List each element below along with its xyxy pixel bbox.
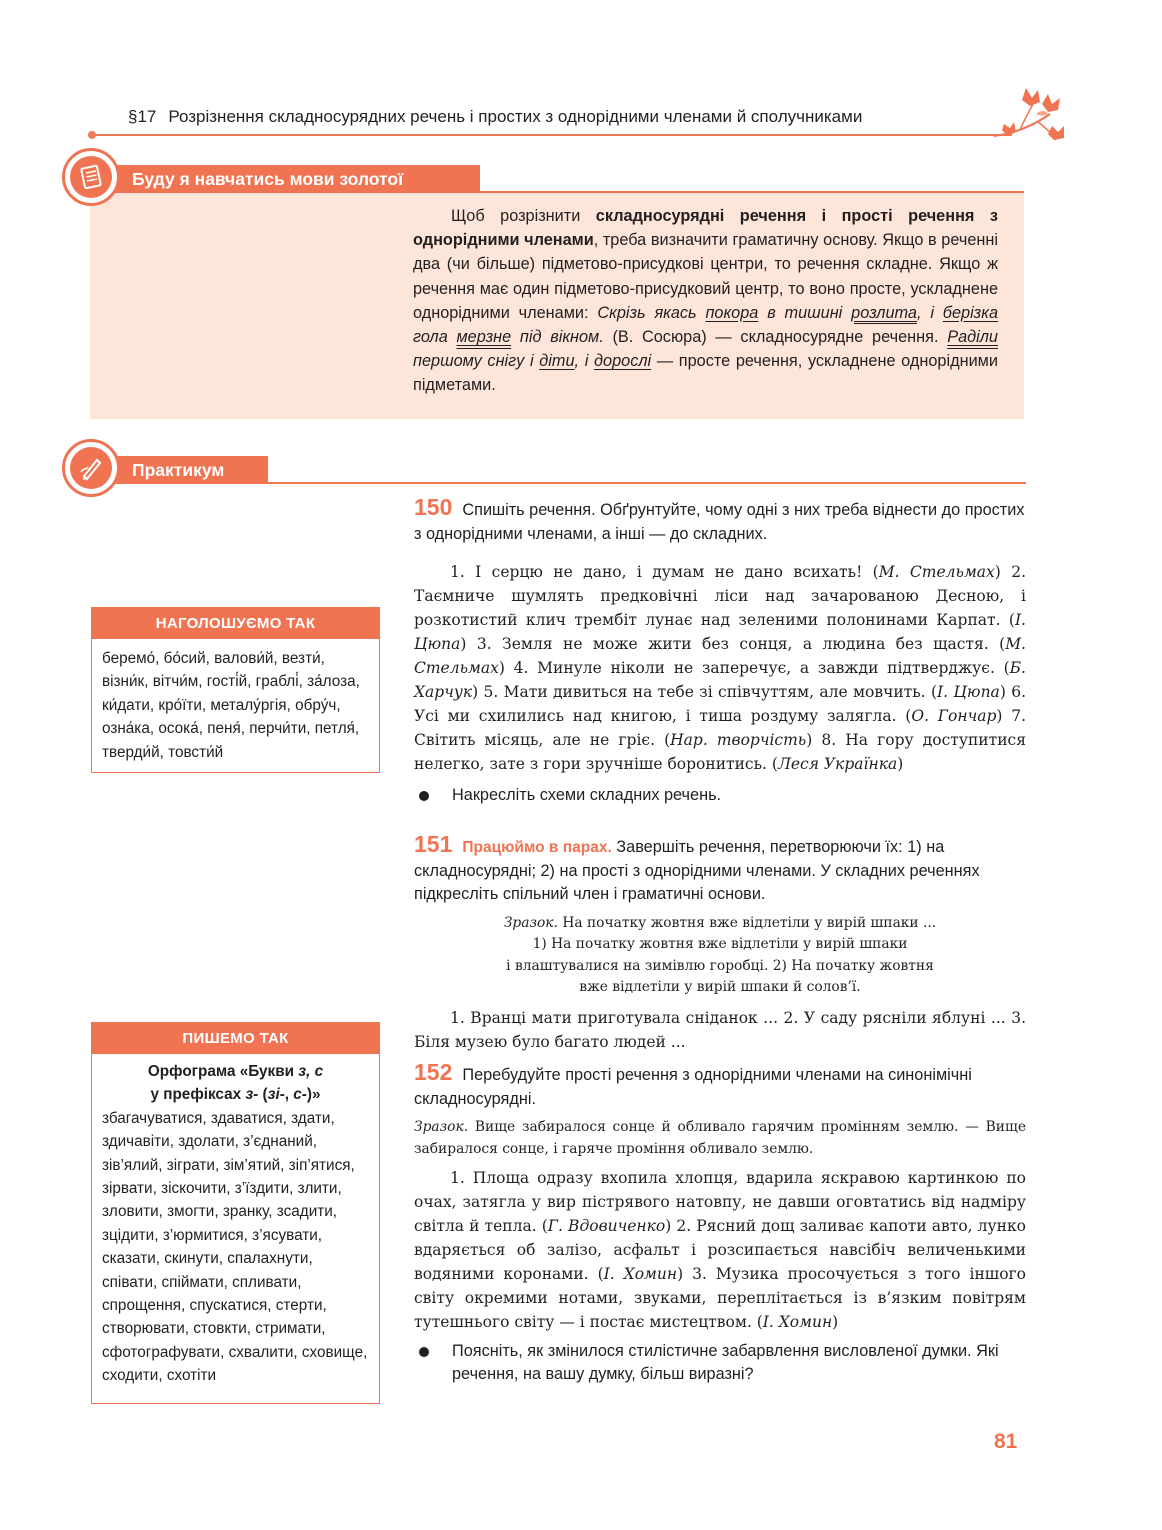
exercise-number: 150 [414, 494, 453, 520]
header-rule [92, 134, 1012, 136]
stress-box-title: НАГОЛОШУЄМО ТАК [92, 608, 379, 639]
exercise-151 [414, 833, 1026, 1054]
section-title: Розрізнення складносурядних речень і простих з однорідними членами й сполучниками [168, 107, 863, 126]
example-sentence-2: Раділи першому снігу і діти, і дорослі [413, 328, 998, 371]
spelling-box-body [92, 1054, 379, 1396]
exercise-152-sample: Зразок. Вище забиралося сонце й обливало гарячим промінням землю. — Вище забиралося сонце, і гаряче проміння обливало землю. [414, 1119, 1026, 1157]
exercise-151-sentences: 1. Вранці мати приготувала сніданок ... 2. У саду рясніли яблуні ... 3. Біля музею було багато людей ... [414, 1008, 1026, 1051]
spelling-rule-title: Орфограма «Букви з, с у префіксах з- (зі-, с-)» [147, 1063, 324, 1104]
practicum-banner-rule [268, 482, 1026, 484]
theory-explanation: , треба визначити граматичну основу. Якщо в реченні два (чи більше) підметово-присудкові центри, то речення складне. Якщо ж речення має один підметово-присудковий центр, то воно просте, ускладнене однорідними членами: [413, 231, 998, 322]
exercise-150-bullet: Накресліть схеми складних речень. [414, 784, 1026, 807]
stress-box-words: беремо́, бо́сий, валови́й, везти́, візни́к, вітчи́м, гості́й, граблі́, за́лоза, ки́дати, кро́їти, металу́ргія, обру́ч, озна́ка, осока́, пеня́, перчи́ти, петля́, тверди́й, товсти́й [102, 650, 360, 761]
exercise-151-task [414, 833, 1026, 907]
exercise-150-task [414, 496, 1026, 546]
exercise-152-sentences: 1. Площа одразу вхопила хлопця, вдарила яскравою картинкою по очах, затягла у вир пістрявого натовпу, не давши оговтатись від надміру світла й тепла. (Г. Вдовиченко) 2. Рясний дощ заливає капоти авто, лунко вдаряється об залізо, асфальт і розсипається навсібіч величенькими водяними коронами. (І. Хомин) 3. Музика просочується з того іншого світу окремими нотами, звуками, переплітається із в’язким повітрям тутешнього світу — і постає мистецтвом. (І. Хомин) [414, 1169, 1027, 1331]
exercise-150-sentences: 1. І серцю не дано, і думам не дано всихать! (М. Стельмах) 2. Таємниче шумлять предковічні ліси над зачарованою Десною, і розкотистий клич трембіт лунає над зеленими полонинами Карпат. (І. Цюпа) 3. Земля не може жити без сонця, а людина без щастя. (М. Стельмах) 4. Минуле ніколи не заперечує, а завжди підтверджує. (Б. Харчук) 5. Мати дивиться на тебе зі співчуттям, але мовчить. (І. Цюпа) 6. Усі ми схилились над книгою, і тиша роздуму залягла. (О. Гончар) 7. Світить місяць, але не гріє. (Нар. творчість) 8. На гору доступитися нелегко, зате з гори зручніше боронитись. (Леся Українка) [414, 563, 1027, 773]
spelling-box-title: ПИШЕМО ТАК [92, 1023, 379, 1054]
exercise-151-instructions: Завершіть речення, перетворюючи їх: 1) на складносурядні; 2) на прості з однорідними членами. У складних реченнях підкресліть спільний член і граматичні основи. [414, 838, 980, 903]
page-number: 81 [994, 1430, 1018, 1453]
book-icon [62, 148, 120, 206]
exercise-152-task [414, 1061, 1026, 1111]
exercise-152-bullet: Поясніть, як змінилося стилістичне забарвлення висловленої думки. Які речення, на вашу думку, більш виразні? [414, 1340, 1026, 1386]
header-rule-dot [88, 131, 96, 139]
theory-key-term: складносурядні речення і прості речення з однорідними членами [413, 207, 998, 250]
exercise-150-instructions: Спишіть речення. Обґрунтуйте, чому одні з них треба віднести до простих з однорідними членами, а інші — до складних. [414, 501, 1025, 543]
exercise-151-sample: Зразок. На початку жовтня вже відлетіли у вирій шпаки ... 1) На початку жовтня вже відлетіли у вирій шпаки і влаштувалися на зимівлю горобці. 2) На початку жовтня вже відлетіли у вирій шпаки й солов’ї. [503, 914, 937, 995]
exercise-152 [414, 1061, 1026, 1386]
exercise-number: 151 [414, 831, 453, 857]
page-header [128, 107, 862, 127]
example-1-source: (В. Сосюра) — складносурядне речення. [603, 328, 948, 347]
theory-banner: Буду я навчатись мови золотої [92, 165, 480, 193]
stress-box [91, 607, 380, 773]
example-2-explanation: — просте речення, ускладнене однорідними підметами. [413, 352, 998, 395]
theory-intro: Щоб розрізнити [451, 207, 596, 225]
pen-writing-icon [62, 439, 120, 497]
flower-ornament-icon [990, 84, 1068, 148]
theory-text [413, 204, 998, 398]
spelling-words: збагачуватися, здаватися, здати, здичавіти, здолати, з’єднаний, зів’ялий, зіграти, зім’ятий, зіп’ятися, зірвати, зіскочити, з’їздити, злити, зловити, змогти, зранку, зсадити, зцідити, з’юрмитися, з’ясувати, сказати, скинути, спалахнути, співати, спіймати, спливати, спрощення, спускатися, стерти, створювати, стовкти, стримати, сфотографувати, схвалити, сховище, сходити, схотіти [102, 1109, 368, 1385]
pair-work-label: Працюймо в парах. [462, 839, 612, 856]
practicum-banner: Практикум [92, 456, 268, 484]
example-sentence-1: Скрізь якась покора в тишині розлита, і берізка гола мерзне під вікном. [413, 303, 998, 347]
theory-banner-rule [480, 191, 1024, 193]
section-number: §17 [128, 107, 157, 126]
exercise-number: 152 [414, 1059, 453, 1085]
exercise-152-instructions: Перебудуйте прості речення з однорідними членами на синонімічні складносурядні. [414, 1066, 972, 1108]
spelling-box [91, 1022, 380, 1404]
exercise-150 [414, 496, 1026, 807]
